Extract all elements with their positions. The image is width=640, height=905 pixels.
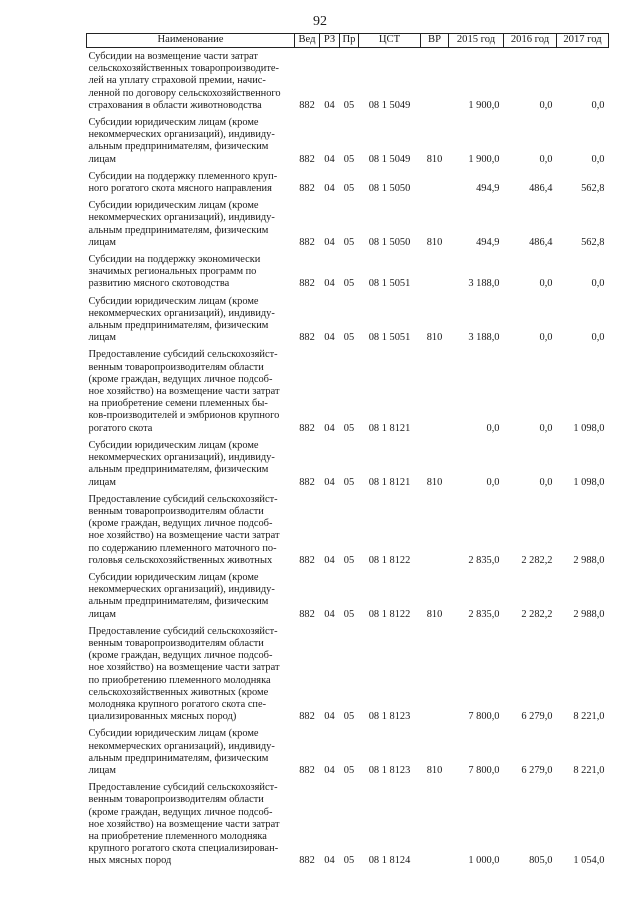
cell-vr [421, 48, 449, 115]
name-line: некоммерческих организаций), индивиду- [88, 584, 275, 596]
name-line: лицам [88, 236, 116, 248]
cell-rz: 04 [324, 711, 335, 723]
cell-ved: 882 [299, 711, 315, 723]
name-line: венным товаропроизводителям области [88, 505, 264, 517]
cell-ved: 882 [299, 554, 315, 566]
cell-ved: 882 [299, 764, 315, 776]
cell-2015: 1 900,0 [468, 153, 500, 165]
cell-pr: 05 [343, 332, 355, 344]
cell-2016: 486,4 [529, 183, 553, 195]
name-line: по содержанию племенного маточного по- [88, 542, 277, 554]
cell-2016: 0,0 [539, 422, 553, 434]
name-line: на приобретение племенного молодняка [88, 830, 267, 842]
name-line: (кроме граждан, ведущих личное подсоб- [88, 518, 273, 530]
cell-2016: 2 282,2 [521, 554, 553, 566]
name-line: ное хозяйство) на возмещение части затрат [88, 530, 280, 542]
cell-ved: 882 [299, 99, 315, 111]
cell-2016: 0,0 [539, 99, 553, 111]
name-line: ного рогатого скота мясного направления [88, 183, 272, 195]
name-line: Субсидии юридическим лицам (кроме [88, 117, 259, 129]
table-header-row [87, 34, 609, 48]
table-row [87, 48, 609, 115]
name-line: страхования в области животноводства [88, 99, 262, 111]
cell-2016: 2 282,2 [521, 608, 553, 620]
cell-cst: 08 1 5051 [368, 278, 411, 290]
cell-2016: 0,0 [539, 332, 553, 344]
cell-name [87, 569, 295, 623]
table-row [87, 251, 609, 293]
name-line: (кроме граждан, ведущих личное подсоб- [88, 650, 273, 662]
name-line: некоммерческих организаций), индивиду- [88, 212, 275, 224]
cell-rz: 04 [324, 855, 335, 867]
name-line: ное хозяйство) на возмещение части затрат [88, 386, 280, 398]
cell-name [87, 197, 295, 251]
name-line: Субсидии юридическим лицам (кроме [88, 295, 259, 307]
cell-ved: 882 [299, 332, 315, 344]
cell-cst: 08 1 8124 [368, 855, 411, 867]
cell-pr: 05 [343, 278, 355, 290]
cell-vr: 810 [426, 476, 443, 488]
cell-ved: 882 [299, 608, 315, 620]
name-line: Субсидии юридическим лицам (кроме [88, 571, 259, 583]
cell-name [87, 251, 295, 293]
cell-2016: 805,0 [529, 855, 553, 867]
name-line: альным предпринимателям, физическим [88, 320, 269, 332]
name-line: альным предпринимателям, физическим [88, 224, 269, 236]
cell-rz: 04 [324, 608, 335, 620]
header-vr: ВР [421, 34, 449, 48]
cell-2016: 0,0 [539, 476, 553, 488]
cell-2015: 0,0 [486, 422, 500, 434]
name-line: лицам [88, 153, 116, 165]
cell-vr: 810 [426, 608, 443, 620]
name-line: некоммерческих организаций), индивиду- [88, 452, 275, 464]
cell-name [87, 491, 295, 569]
cell-2016: 6 279,0 [521, 764, 553, 776]
cell-vr [421, 168, 449, 197]
cell-name [87, 346, 295, 436]
name-line: ных мясных пород [88, 855, 172, 867]
name-line: Субсидии юридическим лицам (кроме [88, 439, 259, 451]
cell-2015: 494,9 [476, 183, 500, 195]
name-line: лей на уплату страховой премии, начис- [88, 75, 266, 87]
cell-pr: 05 [343, 183, 355, 195]
name-line: венным товаропроизводителям области [88, 361, 264, 373]
cell-pr: 05 [343, 422, 355, 434]
cell-ved: 882 [299, 183, 315, 195]
cell-name [87, 623, 295, 726]
cell-2015: 2 835,0 [468, 608, 500, 620]
cell-2017: 562,8 [581, 183, 605, 195]
cell-cst: 08 1 8123 [368, 764, 411, 776]
cell-vr: 810 [426, 332, 443, 344]
cell-pr: 05 [343, 855, 355, 867]
cell-2015: 7 800,0 [468, 764, 500, 776]
header-name: Наименование [87, 34, 295, 48]
cell-pr: 05 [343, 608, 355, 620]
name-line: значимых региональных программ по [88, 266, 257, 278]
header-rz: РЗ [320, 34, 340, 48]
name-line: ное хозяйство) на возмещение части затрат [88, 818, 280, 830]
cell-rz: 04 [324, 278, 335, 290]
name-line: циализированных мясных пород) [88, 711, 237, 723]
budget-table [86, 33, 609, 870]
header-2016: 2016 год [504, 34, 557, 48]
cell-2015: 1 900,0 [468, 99, 500, 111]
table-row [87, 569, 609, 623]
name-line: ков-производителей и эмбрионов крупного [88, 410, 280, 422]
name-line: головья сельскохозяйственных животных [88, 554, 273, 566]
cell-ved: 882 [299, 236, 315, 248]
cell-pr: 05 [343, 153, 355, 165]
header-pr: Пр [340, 34, 359, 48]
name-line: альным предпринимателям, физическим [88, 464, 269, 476]
cell-cst: 08 1 5051 [368, 332, 411, 344]
name-line: молодняка крупного рогатого скота спе- [88, 698, 267, 710]
cell-2015: 3 188,0 [468, 278, 500, 290]
cell-vr: 810 [426, 764, 443, 776]
name-line: (кроме граждан, ведущих личное подсоб- [88, 806, 273, 818]
name-line: Субсидии на возмещение части затрат [88, 51, 258, 62]
cell-2015: 0,0 [486, 476, 500, 488]
name-line: некоммерческих организаций), индивиду- [88, 740, 275, 752]
cell-2015: 1 000,0 [468, 855, 500, 867]
cell-pr: 05 [343, 236, 355, 248]
cell-vr [421, 779, 449, 869]
table-row [87, 168, 609, 197]
name-line: сельскохозяйственных товаропроизводите- [88, 63, 279, 75]
cell-cst: 08 1 5050 [368, 236, 411, 248]
cell-2017: 2 988,0 [573, 608, 605, 620]
name-line: лицам [88, 764, 116, 776]
name-line: ленной по договору сельскохозяйственного [88, 87, 281, 99]
cell-cst: 08 1 8123 [368, 711, 411, 723]
name-line: Субсидии на поддержку экономически [88, 254, 261, 266]
name-line: Предоставление субсидий сельскохозяйст- [88, 349, 278, 361]
cell-vr [421, 623, 449, 726]
table-row [87, 437, 609, 491]
cell-2017: 0,0 [591, 278, 605, 290]
cell-vr [421, 346, 449, 436]
cell-2015: 494,9 [476, 236, 500, 248]
cell-cst: 08 1 5050 [368, 183, 411, 195]
table-row [87, 114, 609, 168]
cell-2017: 8 221,0 [573, 764, 605, 776]
cell-cst: 08 1 8122 [368, 608, 411, 620]
name-line: ное хозяйство) на возмещение части затрат [88, 662, 280, 674]
cell-cst: 08 1 5049 [368, 99, 411, 111]
cell-rz: 04 [324, 153, 335, 165]
name-line: альным предпринимателям, физическим [88, 141, 269, 153]
cell-pr: 05 [343, 476, 355, 488]
cell-2015: 7 800,0 [468, 711, 500, 723]
table-row [87, 293, 609, 347]
name-line: по приобретению племенного молодняка [88, 674, 271, 686]
cell-2017: 0,0 [591, 99, 605, 111]
cell-2015: 2 835,0 [468, 554, 500, 566]
name-line: крупного рогатого скота специализирован- [88, 843, 279, 855]
cell-2016: 0,0 [539, 278, 553, 290]
cell-cst: 08 1 8122 [368, 554, 411, 566]
cell-vr [421, 251, 449, 293]
name-line: альным предпринимателям, физическим [88, 596, 269, 608]
cell-2016: 486,4 [529, 236, 553, 248]
cell-2017: 562,8 [581, 236, 605, 248]
name-line: Субсидии юридическим лицам (кроме [88, 200, 259, 212]
cell-rz: 04 [324, 332, 335, 344]
name-line: лицам [88, 332, 116, 344]
cell-cst: 08 1 8121 [368, 422, 411, 434]
header-cst: ЦСТ [359, 34, 421, 48]
name-line: лицам [88, 608, 116, 620]
cell-name [87, 437, 295, 491]
name-line: развитию мясного скотоводства [88, 278, 230, 290]
cell-2017: 1 098,0 [573, 476, 605, 488]
cell-vr: 810 [426, 153, 443, 165]
cell-cst: 08 1 5049 [368, 153, 411, 165]
table-row [87, 197, 609, 251]
name-line: Субсидии юридическим лицам (кроме [88, 728, 259, 740]
cell-cst: 08 1 8121 [368, 476, 411, 488]
name-line: (кроме граждан, ведущих личное подсоб- [88, 373, 273, 385]
name-line: Предоставление субсидий сельскохозяйст- [88, 493, 278, 505]
cell-rz: 04 [324, 554, 335, 566]
header-ved: Вед [295, 34, 320, 48]
name-line: лицам [88, 476, 116, 488]
cell-rz: 04 [324, 236, 335, 248]
cell-pr: 05 [343, 711, 355, 723]
name-line: сельскохозяйственных животных (кроме [88, 686, 269, 698]
cell-name [87, 48, 295, 115]
cell-rz: 04 [324, 183, 335, 195]
cell-ved: 882 [299, 422, 315, 434]
cell-name [87, 293, 295, 347]
cell-ved: 882 [299, 476, 315, 488]
name-line: венным товаропроизводителям области [88, 794, 264, 806]
cell-name [87, 114, 295, 168]
name-line: некоммерческих организаций), индивиду- [88, 129, 275, 141]
name-line: Предоставление субсидий сельскохозяйст- [88, 782, 278, 794]
table-row [87, 623, 609, 726]
cell-ved: 882 [299, 855, 315, 867]
page-number: 92 [313, 14, 327, 29]
cell-name [87, 725, 295, 779]
cell-rz: 04 [324, 422, 335, 434]
name-line: на приобретение семени племенных бы- [88, 398, 268, 410]
cell-2017: 0,0 [591, 332, 605, 344]
name-line: венным товаропроизводителям области [88, 637, 264, 649]
cell-rz: 04 [324, 99, 335, 111]
name-line: некоммерческих организаций), индивиду- [88, 307, 275, 319]
cell-2017: 1 054,0 [573, 855, 605, 867]
cell-pr: 05 [343, 99, 355, 111]
cell-2016: 6 279,0 [521, 711, 553, 723]
header-2017: 2017 год [557, 34, 609, 48]
cell-2017: 2 988,0 [573, 554, 605, 566]
name-line: альным предпринимателям, физическим [88, 752, 269, 764]
cell-rz: 04 [324, 476, 335, 488]
name-line: Субсидии на поддержку племенного круп- [88, 170, 278, 182]
cell-2016: 0,0 [539, 153, 553, 165]
cell-2017: 1 098,0 [573, 422, 605, 434]
cell-name [87, 168, 295, 197]
cell-vr [421, 491, 449, 569]
cell-pr: 05 [343, 764, 355, 776]
cell-2017: 0,0 [591, 153, 605, 165]
header-2015: 2015 год [449, 34, 504, 48]
table-row [87, 491, 609, 569]
cell-pr: 05 [343, 554, 355, 566]
cell-2015: 3 188,0 [468, 332, 500, 344]
cell-2017: 8 221,0 [573, 711, 605, 723]
table-row [87, 725, 609, 779]
cell-rz: 04 [324, 764, 335, 776]
cell-vr: 810 [426, 236, 443, 248]
cell-ved: 882 [299, 153, 315, 165]
cell-name [87, 779, 295, 869]
name-line: рогатого скота [88, 422, 153, 434]
table-row [87, 779, 609, 869]
cell-ved: 882 [299, 278, 315, 290]
name-line: Предоставление субсидий сельскохозяйст- [88, 625, 278, 637]
table-row [87, 346, 609, 436]
